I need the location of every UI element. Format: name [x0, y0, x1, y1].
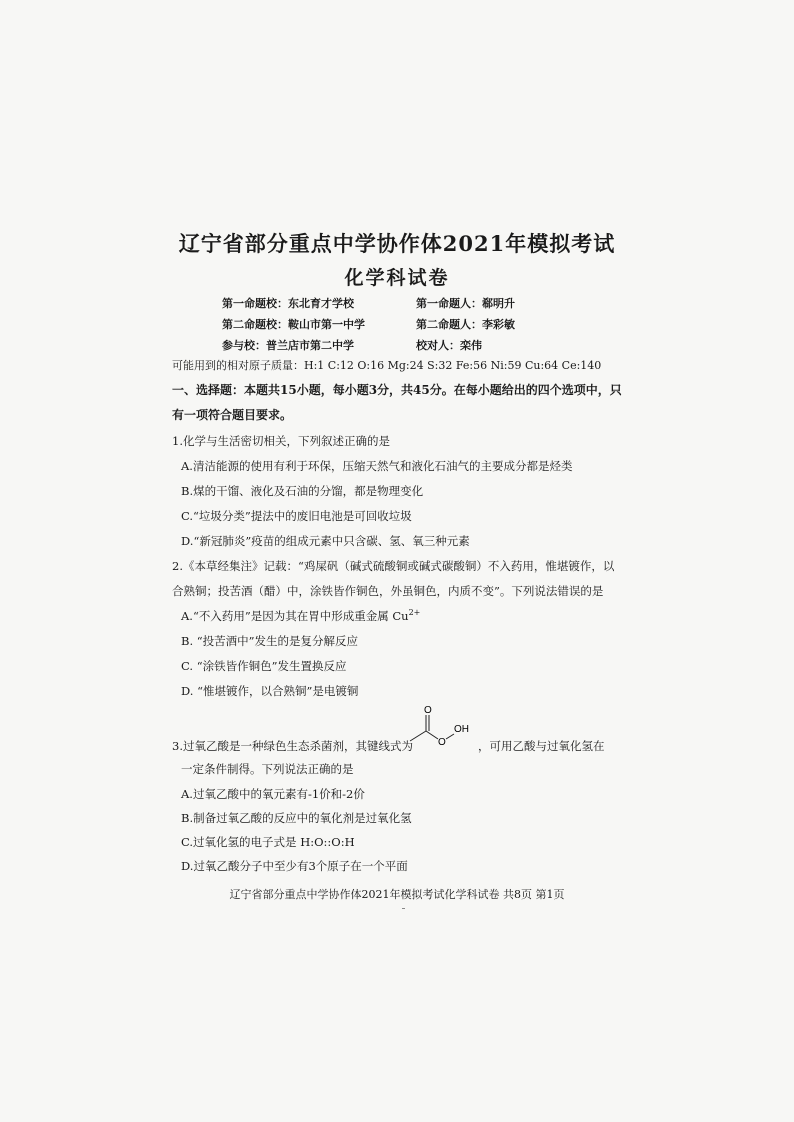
q2-option-a-superscript: 2+	[408, 608, 421, 618]
q3-option-c: C.过氧化氢的电子式是 H:O::O:H	[181, 835, 355, 849]
scan-speck	[402, 908, 405, 909]
meta-person-1: 第一命题人：郗明升	[416, 297, 515, 310]
atomic-masses: 可能用到的相对原子质量：H:1 C:12 O:16 Mg:24 S:32 Fe:56 Ni:59 Cu:64 Ce:140	[172, 359, 602, 372]
carbonyl-oxygen-label: O	[424, 705, 432, 716]
q1-option-d: D.“新冠肺炎”疫苗的组成元素中只含碳、氢、氧三种元素	[181, 534, 470, 548]
section-1-heading-line-2: 有一项符合题目要求。	[172, 408, 293, 422]
q3-stem-line-1-pre: 3.过氧乙酸是一种绿色生态杀菌剂，其键线式为	[172, 739, 413, 753]
q2-option-b: B. “投苦酒中”发生的是复分解反应	[181, 634, 359, 648]
q3-stem-line-1-post: ，可用乙酸与过氧化氢在	[478, 739, 605, 753]
peroxyacetic-acid-structure	[404, 703, 476, 747]
q2-option-c: C. “涂铁皆作铜色”发生置换反应	[181, 659, 347, 673]
q3-option-d: D.过氧乙酸分子中至少有3个原子在一个平面	[181, 859, 408, 873]
meta-school-2: 第二命题校：鞍山市第一中学	[222, 318, 365, 331]
q1-option-c: C.“垃圾分类”提法中的废旧电池是可回收垃圾	[181, 509, 412, 523]
page-subtitle: 化学科试卷	[344, 267, 450, 289]
q3-option-b: B.制备过氧乙酸的反应中的氧化剂是过氧化氢	[181, 811, 412, 825]
bond-c-o	[426, 731, 438, 739]
q2-stem-line-2: 合熟铜；投苦酒（醋）中，涂铁皆作铜色，外虽铜色，内质不变”。下列说法错误的是	[172, 584, 604, 598]
meta-person-2: 第二命题人：李彩敏	[416, 318, 515, 331]
hydroxyl-label: OH	[454, 724, 469, 735]
peroxy-oxygen-label: O	[438, 737, 446, 747]
meta-school-3: 参与校：普兰店市第二中学	[222, 339, 354, 352]
meta-person-3: 校对人：栾伟	[416, 339, 482, 352]
page-footer: 辽宁省部分重点中学协作体2021年模拟考试化学科试卷 共8页 第1页	[229, 888, 565, 901]
q1-option-a: A.清洁能源的使用有利于环保，压缩天然气和液化石油气的主要成分都是烃类	[181, 459, 573, 473]
page-title: 辽宁省部分重点中学协作体2021年模拟考试	[178, 231, 616, 256]
q2-option-d: D. “惟堪镀作，以合熟铜”是电镀铜	[181, 684, 359, 698]
q2-option-a: A.“不入药用”是因为其在胃中形成重金属 $Cu^{2+}$	[181, 608, 421, 623]
meta-school-1: 第一命题校：东北育才学校	[222, 297, 354, 310]
q1-stem: 1.化学与生活密切相关，下列叙述正确的是	[172, 434, 390, 448]
bond-o-o	[446, 734, 454, 739]
q3-stem-line-2: 一定条件制得。下列说法正确的是	[181, 762, 354, 776]
q2-stem-line-1: 2.《本草经集注》记载：“鸡屎矾（碱式硫酸铜或碱式碳酸铜）不入药用，惟堪镀作，以	[172, 559, 615, 573]
q1-option-b: B.煤的干馏、液化及石油的分馏，都是物理变化	[181, 484, 424, 498]
section-1-heading-line-1: 一、选择题：本题共15小题，每小题3分，共45分。在每小题给出的四个选项中，只	[172, 383, 622, 397]
q3-option-a: A.过氧乙酸中的氧元素有-1价和-2价	[181, 787, 365, 801]
